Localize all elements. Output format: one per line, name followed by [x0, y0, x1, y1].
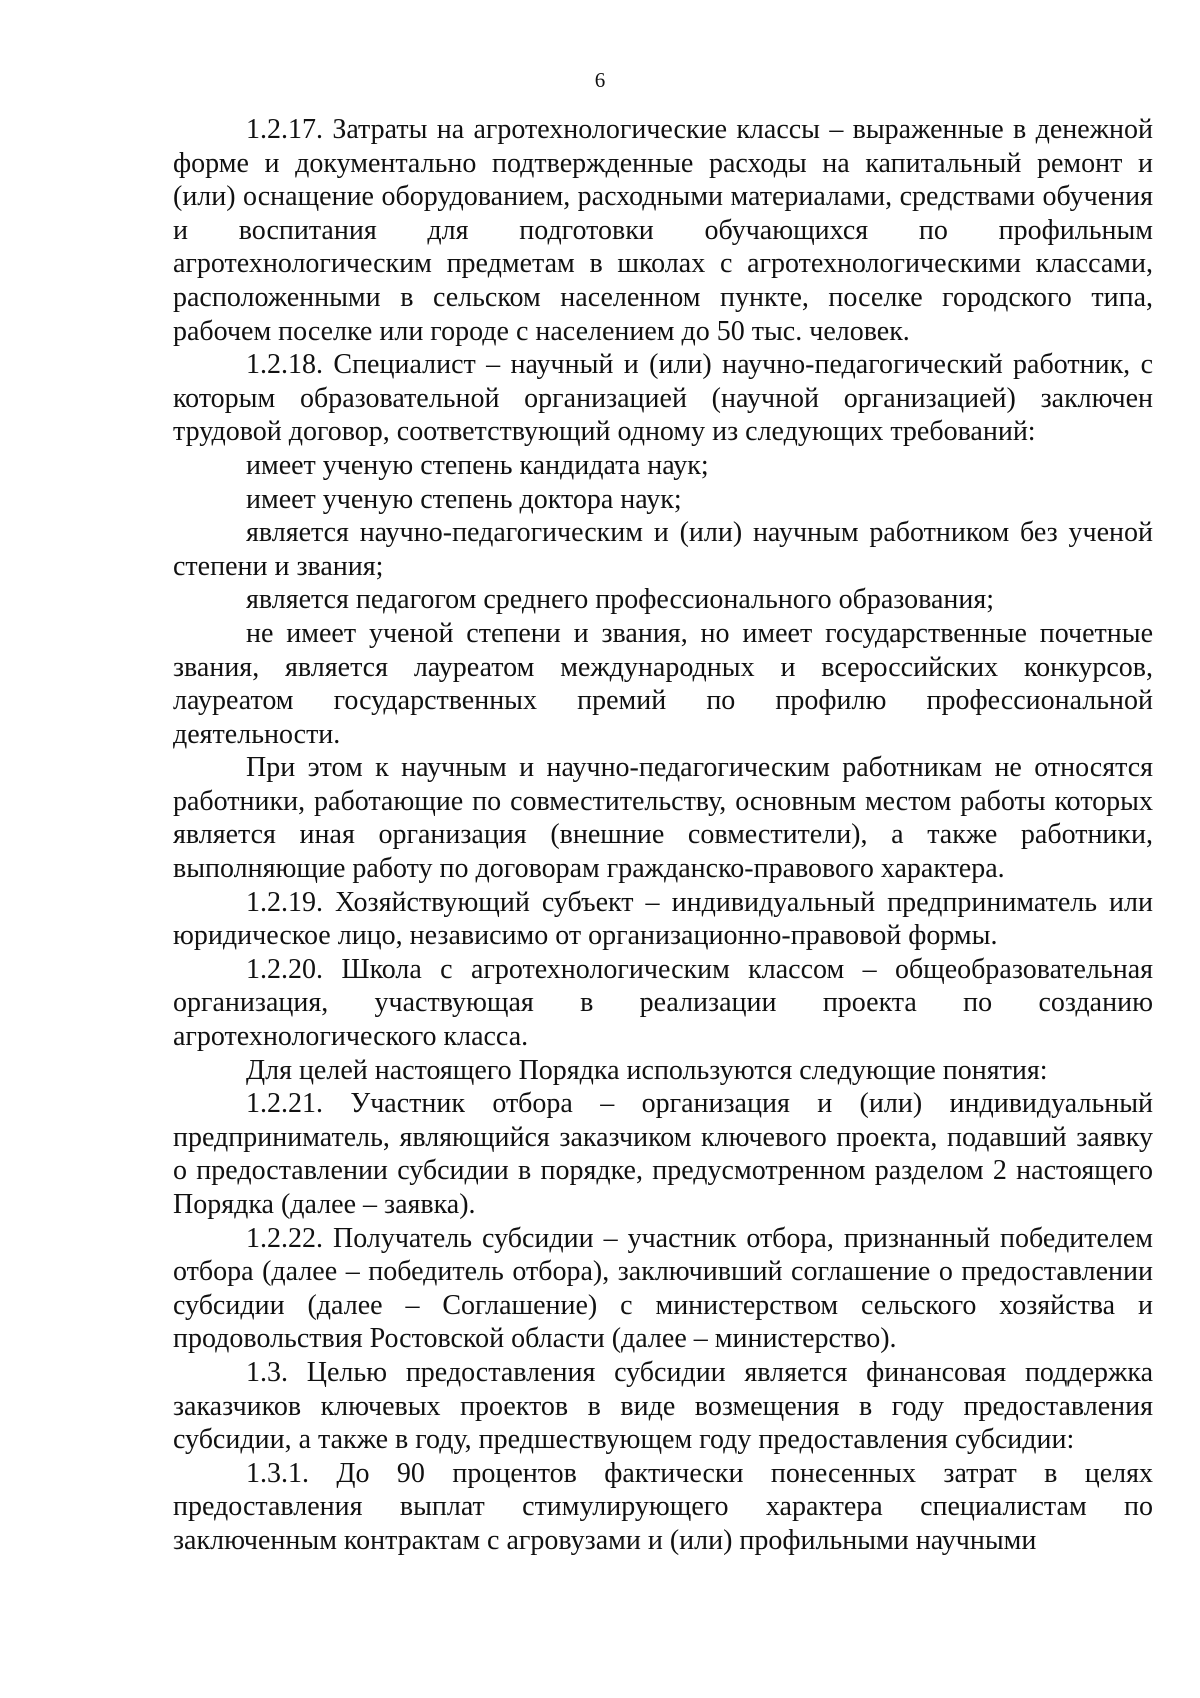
requirement-honorary-titles: не имеет ученой степени и звания, но имеет государственные почетные звания, является лауреатом международных и всероссийских конкурсов, лауреатом государственных премий по профилю профессиональной деятельности.: [173, 617, 1153, 750]
document-body: [173, 113, 1153, 1558]
paragraph-1-3-1: 1.3.1. До 90 процентов фактически понесенных затрат в целях предоставления выплат стимулирующего характера специалистам по заключенным контрактам с агровузами и (или) профильными научными: [173, 1457, 1153, 1556]
page-number: 6: [594, 68, 606, 92]
paragraph-1-3: 1.3. Целью предоставления субсидии является финансовая поддержка заказчиков ключевых проектов в виде возмещения в году предоставления субсидии, а также в году, предшествующем году предоставления субсидии:: [173, 1356, 1153, 1456]
requirement-spo-teacher: является педагогом среднего профессионального образования;: [246, 584, 995, 616]
paragraph-1-2-22: 1.2.22. Получатель субсидии – участник отбора, признанный победителем отбора (далее – победитель отбора), заключивший соглашение о предоставлении субсидии (далее – Соглашение) с министерством сельского хозяйства и продовольствия Ростовской области (далее – министерство).: [173, 1222, 1153, 1355]
requirement-doctor: имеет ученую степень доктора наук;: [246, 483, 682, 515]
paragraph-1-2-17: 1.2.17. Затраты на агротехнологические классы – выраженные в денежной форме и документально подтвержденные расходы на капитальный ремонт и (или) оснащение оборудованием, расходными материалами, средствами обучения и воспитания для подготовки обучающихся по профильным агротехнологическим предметам в школах с агротехнологическими классами, расположенными в сельском населенном пункте, поселке городского типа, рабочем поселке или городе с населением до 50 тыс. человек.: [173, 114, 1153, 347]
paragraph-1-2-20: 1.2.20. Школа с агротехнологическим классом – общеобразовательная организация, участвующая в реализации проекта по созданию агротехнологического класса.: [173, 953, 1153, 1053]
paragraph-exclusions: При этом к научным и научно-педагогическим работникам не относятся работники, работающие по совместительству, основным местом работы которых является иная организация (внешние совместители), а также работники, выполняющие работу по договорам гражданско-правового характера.: [173, 752, 1153, 885]
paragraph-definitions-intro: Для целей настоящего Порядка используются следующие понятия:: [246, 1054, 1048, 1086]
paragraph-1-2-19: 1.2.19. Хозяйствующий субъект – индивидуальный предприниматель или юридическое лицо, независимо от организационно-правовой формы.: [173, 886, 1153, 952]
paragraph-1-2-18: 1.2.18. Специалист – научный и (или) научно-педагогический работник, с которым образовательной организацией (научной организацией) заключен трудовой договор, соответствующий одному из следующих требований:: [173, 349, 1153, 448]
requirement-candidate: имеет ученую степень кандидата наук;: [246, 449, 709, 481]
requirement-no-degree: является научно-педагогическим и (или) научным работником без ученой степени и звания;: [173, 517, 1153, 582]
paragraph-1-2-21: 1.2.21. Участник отбора – организация и (или) индивидуальный предприниматель, являющийся заказчиком ключевого проекта, подавший заявку о предоставлении субсидии в порядке, предусмотренном разделом 2 настоящего Порядка (далее – заявка).: [173, 1088, 1153, 1220]
